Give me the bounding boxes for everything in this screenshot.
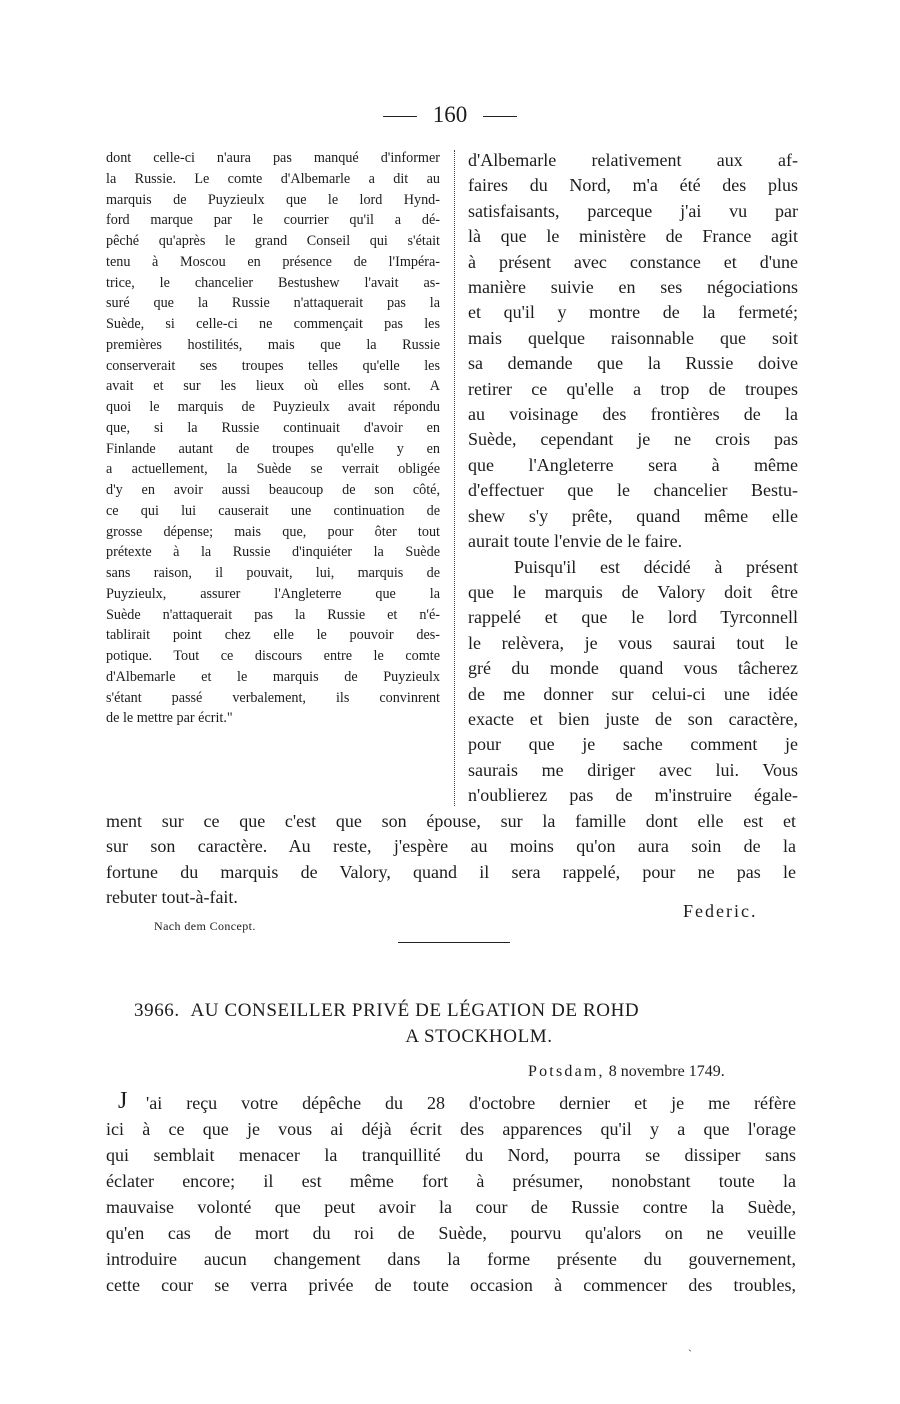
main-line: à présent avec constance et d'une <box>468 251 798 272</box>
full-line: sur son caractère. Au reste, j'espère au moins qu'on aura soin de la <box>106 836 796 857</box>
footnote-line: tenu à Moscou en présence de l'Impéra- <box>106 253 440 270</box>
footnote-column <box>106 148 440 729</box>
letter-line: mauvaise volonté que peut avoir la cour de Russie contre la Suède, <box>106 1197 796 1217</box>
main-line: le relèvera, je vous saurai tout le <box>468 632 798 653</box>
main-line: exacte et bien juste de son caractère, <box>468 708 798 729</box>
heading-line-2: A STOCKHOLM. <box>405 1026 553 1047</box>
full-line: fortune du marquis de Valory, quand il sera rappelé, pour ne pas le <box>106 861 796 882</box>
footnote-line: trice, le chancelier Bestushew l'avait as- <box>106 274 440 291</box>
letter-line-first <box>106 1090 796 1116</box>
heading-title: AU CONSEILLER PRIVÉ DE LÉGATION DE ROHD <box>190 1000 640 1021</box>
footnote-line: d'y en avoir aussi beaucoup de son côté, <box>106 482 440 498</box>
footnote-line: suré que la Russie n'attaquerait pas la <box>106 295 440 312</box>
letter-line: introduire aucun changement dans la forme présente du gouvernement, <box>106 1249 796 1269</box>
main-line: faires du Nord, m'a été des plus <box>468 175 798 196</box>
document-number: 3966. <box>134 1000 180 1021</box>
dateline <box>528 1063 725 1081</box>
full-line: ment sur ce que c'est que son épouse, sur la famille dont elle est et <box>106 811 796 831</box>
footnote-line: quoi le marquis de Puyzieulx avait répondu <box>106 399 440 415</box>
footnote-line: Finlande autant de troupes qu'elle y en <box>106 440 440 457</box>
main-line: manière suivie en ses négociations <box>468 277 798 298</box>
page-header <box>0 100 900 130</box>
footnote-line: prétexte à la Russie d'inquiéter la Suède <box>106 544 440 561</box>
letter-body <box>106 1090 796 1298</box>
main-line: gré du monde quand vous tâcherez <box>468 658 798 679</box>
letter-line-text: 'ai reçu votre dépêche du 28 d'octobre dernier et je me réfère <box>146 1093 796 1113</box>
document-heading <box>134 998 784 1050</box>
footnote-line: Puyzieulx, assurer l'Angleterre que la <box>106 585 440 602</box>
letter-line: cette cour se verra privée de toute occasion à commencer des troubles, <box>106 1275 796 1295</box>
main-line: saurais me diriger avec lui. Vous <box>468 759 798 780</box>
footnote-line: d'Albemarle et le marquis de Puyzieulx <box>106 668 440 685</box>
footnote-line: que, si la Russie continuait d'avoir en <box>106 419 440 436</box>
footnote-line: de le mettre par écrit." <box>106 710 233 727</box>
footnote-line: grosse dépense; mais que, pour ôter tout <box>106 523 440 540</box>
source-note: Nach dem Concept. <box>154 919 256 933</box>
heading-line-1 <box>134 998 784 1024</box>
column-divider <box>454 150 455 806</box>
letter-line: éclater encore; il est même fort à présumer, nonobstant toute la <box>106 1171 796 1191</box>
footnote-line: dont celle-ci n'aura pas manqué d'informer <box>106 150 440 166</box>
footnote-line: ce qui lui causerait une continuation de <box>106 502 440 519</box>
drop-cap: J <box>118 1088 128 1114</box>
main-line: sa demande que la Russie doive <box>468 353 798 374</box>
header-dash-left <box>383 116 417 117</box>
letter-line: ici à ce que je vous ai déjà écrit des apparences qu'il y a que l'orage <box>106 1119 796 1139</box>
main-line: Suède, cependant je ne crois pas <box>468 429 798 450</box>
letter-line: qui semblait menacer la tranquillité du Nord, pourra se dissiper sans <box>106 1145 796 1165</box>
main-text-column <box>468 148 798 809</box>
main-line: que le marquis de Valory doit être <box>468 581 798 602</box>
footnote-line: avait et sur les lieux où elles sont. A <box>106 378 440 395</box>
footnote-line: Suède, si celle-ci ne commençait pas les <box>106 316 440 332</box>
stray-mark: ˎ <box>688 1338 692 1352</box>
main-line: retirer ce qu'elle a trop de troupes <box>468 378 798 399</box>
main-line: rappelé et que le lord Tyrconnell <box>468 607 798 628</box>
letter-line: qu'en cas de mort du roi de Suède, pourvu qu'alors on ne veuille <box>106 1223 796 1243</box>
footnote-line: pêché qu'après le grand Conseil qui s'était <box>106 233 440 249</box>
dateline-place: Potsdam, <box>528 1063 605 1080</box>
main-line: de me donner sur celui-ci une idée <box>468 683 798 704</box>
signature: Federic. <box>683 901 758 921</box>
main-line: pour que je sache comment je <box>468 734 798 755</box>
full-line: rebuter tout-à-fait. <box>106 887 238 908</box>
footnote-line: conserverait ses troupes telles qu'elle les <box>106 357 440 374</box>
footnote-line: Suède n'attaquerait pas la Russie et n'é- <box>106 606 440 623</box>
section-divider <box>398 942 510 943</box>
footnote-line: sans raison, il pouvait, lui, marquis de <box>106 565 440 581</box>
footnote-line: a actuellement, la Suède se verrait obligée <box>106 461 440 478</box>
dateline-date: 8 novembre 1749. <box>608 1063 725 1080</box>
main-line: Puisqu'il est décidé à présent <box>514 556 798 577</box>
footnote-line: potique. Tout ce discours entre le comte <box>106 648 440 664</box>
footnote-line: la Russie. Le comte d'Albemarle a dit au <box>106 170 440 187</box>
main-line: n'oublierez pas de m'instruire égale- <box>468 785 798 806</box>
main-line: satisfaisants, parceque j'ai vu par <box>468 200 798 221</box>
full-width-text <box>106 809 796 911</box>
footnote-line: tablirait point chez elle le pouvoir des- <box>106 627 440 644</box>
main-line: aurait toute l'envie de le faire. <box>468 531 683 552</box>
main-line: que l'Angleterre sera à même <box>468 454 798 475</box>
footnote-line: premières hostilités, mais que la Russie <box>106 336 440 353</box>
footnote-line: s'étant passé verbalement, ils convinrent <box>106 689 440 706</box>
main-line: mais quelque raisonnable que soit <box>468 327 798 348</box>
main-line: là que le ministère de France agit <box>468 226 798 247</box>
main-line: shew s'y prête, quand même elle <box>468 505 798 526</box>
footnote-line: ford marque par le courrier qu'il a dé- <box>106 212 440 229</box>
header-dash-right <box>483 116 517 117</box>
main-line: et qu'il y montre de la fermeté; <box>468 302 798 323</box>
main-line: au voisinage des frontières de la <box>468 404 798 425</box>
page-number: 160 <box>432 102 468 127</box>
footnote-line: marquis de Puyzieulx que le lord Hynd- <box>106 191 440 208</box>
main-line: d'Albemarle relativement aux af- <box>468 150 798 170</box>
main-line: d'effectuer que le chancelier Bestu- <box>468 480 798 501</box>
